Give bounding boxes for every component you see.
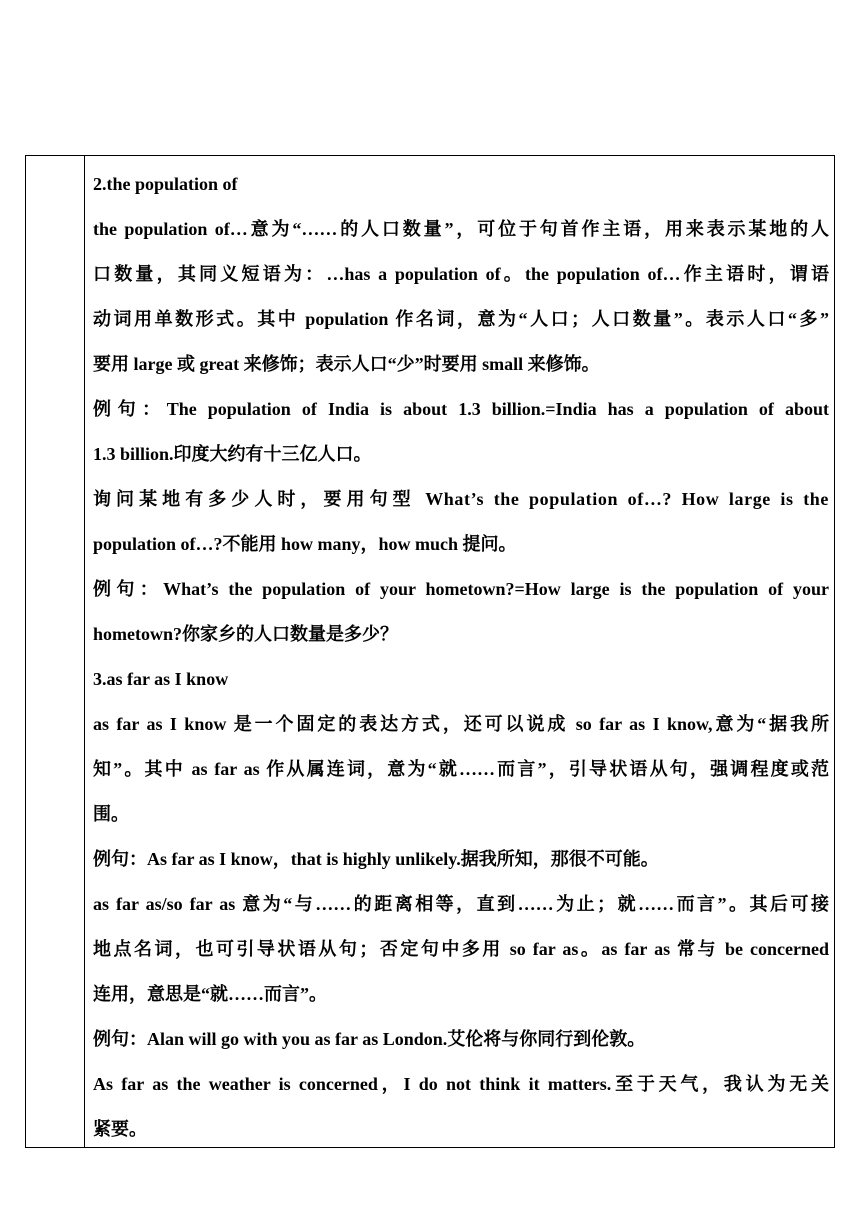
paragraph-line: 要用 large 或 great 来修饰；表示人口“少”时要用 small 来修饰。 xyxy=(93,354,600,374)
heading-as-far-as-i-know: 3.as far as I know xyxy=(93,669,229,689)
paragraph-line: 连用，意思是“就……而言”。 xyxy=(93,984,327,1004)
paragraph-line: 询问某地有多少人时，要用句型 What’s the population of…? How large is the xyxy=(93,489,829,509)
paragraph-line: 地点名词，也可引导状语从句；否定句中多用 so far as。as far as 常与 be concerned xyxy=(93,939,829,959)
paragraph-line: 动词用单数形式。其中 population 作名词，意为“人口；人口数量”。表示人口“多” xyxy=(93,309,829,329)
table-content-cell xyxy=(93,162,829,1152)
example-sentence-line: 紧要。 xyxy=(93,1119,147,1139)
heading-the-population-of: 2.the population of xyxy=(93,174,238,194)
paragraph-line: 围。 xyxy=(93,804,129,824)
document-table xyxy=(25,155,835,1148)
paragraph-line: population of…?不能用 how many，how much 提问。 xyxy=(93,534,517,554)
paragraph-line: 知”。其中 as far as 作从属连词，意为“就……而言”，引导状语从句，强调程度或范 xyxy=(93,759,829,779)
table-left-column xyxy=(26,156,85,1147)
example-sentence-line: 例句：The population of India is about 1.3 billion.=India has a population of about xyxy=(93,399,829,419)
example-sentence-line: As far as the weather is concerned，I do not think it matters.至于天气，我认为无关 xyxy=(93,1074,829,1094)
example-sentence-line: 例句：As far as I know，that is highly unlikely.据我所知，那很不可能。 xyxy=(93,849,659,869)
paragraph-line: as far as/so far as 意为“与……的距离相等，直到……为止；就……而言”。其后可接 xyxy=(93,894,829,914)
paragraph-line: 口数量，其同义短语为：…has a population of。the population of…作主语时，谓语 xyxy=(93,264,829,284)
paragraph-line: as far as I know 是一个固定的表达方式，还可以说成 so far as I know,意为“据我所 xyxy=(93,714,829,734)
example-sentence-line: 例句：Alan will go with you as far as London.艾伦将与你同行到伦敦。 xyxy=(93,1029,646,1049)
example-sentence-line: 例句：What’s the population of your hometown?=How large is the population of your xyxy=(93,579,829,599)
example-sentence-line: hometown?你家乡的人口数量是多少？ xyxy=(93,624,398,644)
paragraph-line: the population of…意为“……的人口数量”，可位于句首作主语，用来表示某地的人 xyxy=(93,219,829,239)
example-sentence-line: 1.3 billion.印度大约有十三亿人口。 xyxy=(93,444,372,464)
